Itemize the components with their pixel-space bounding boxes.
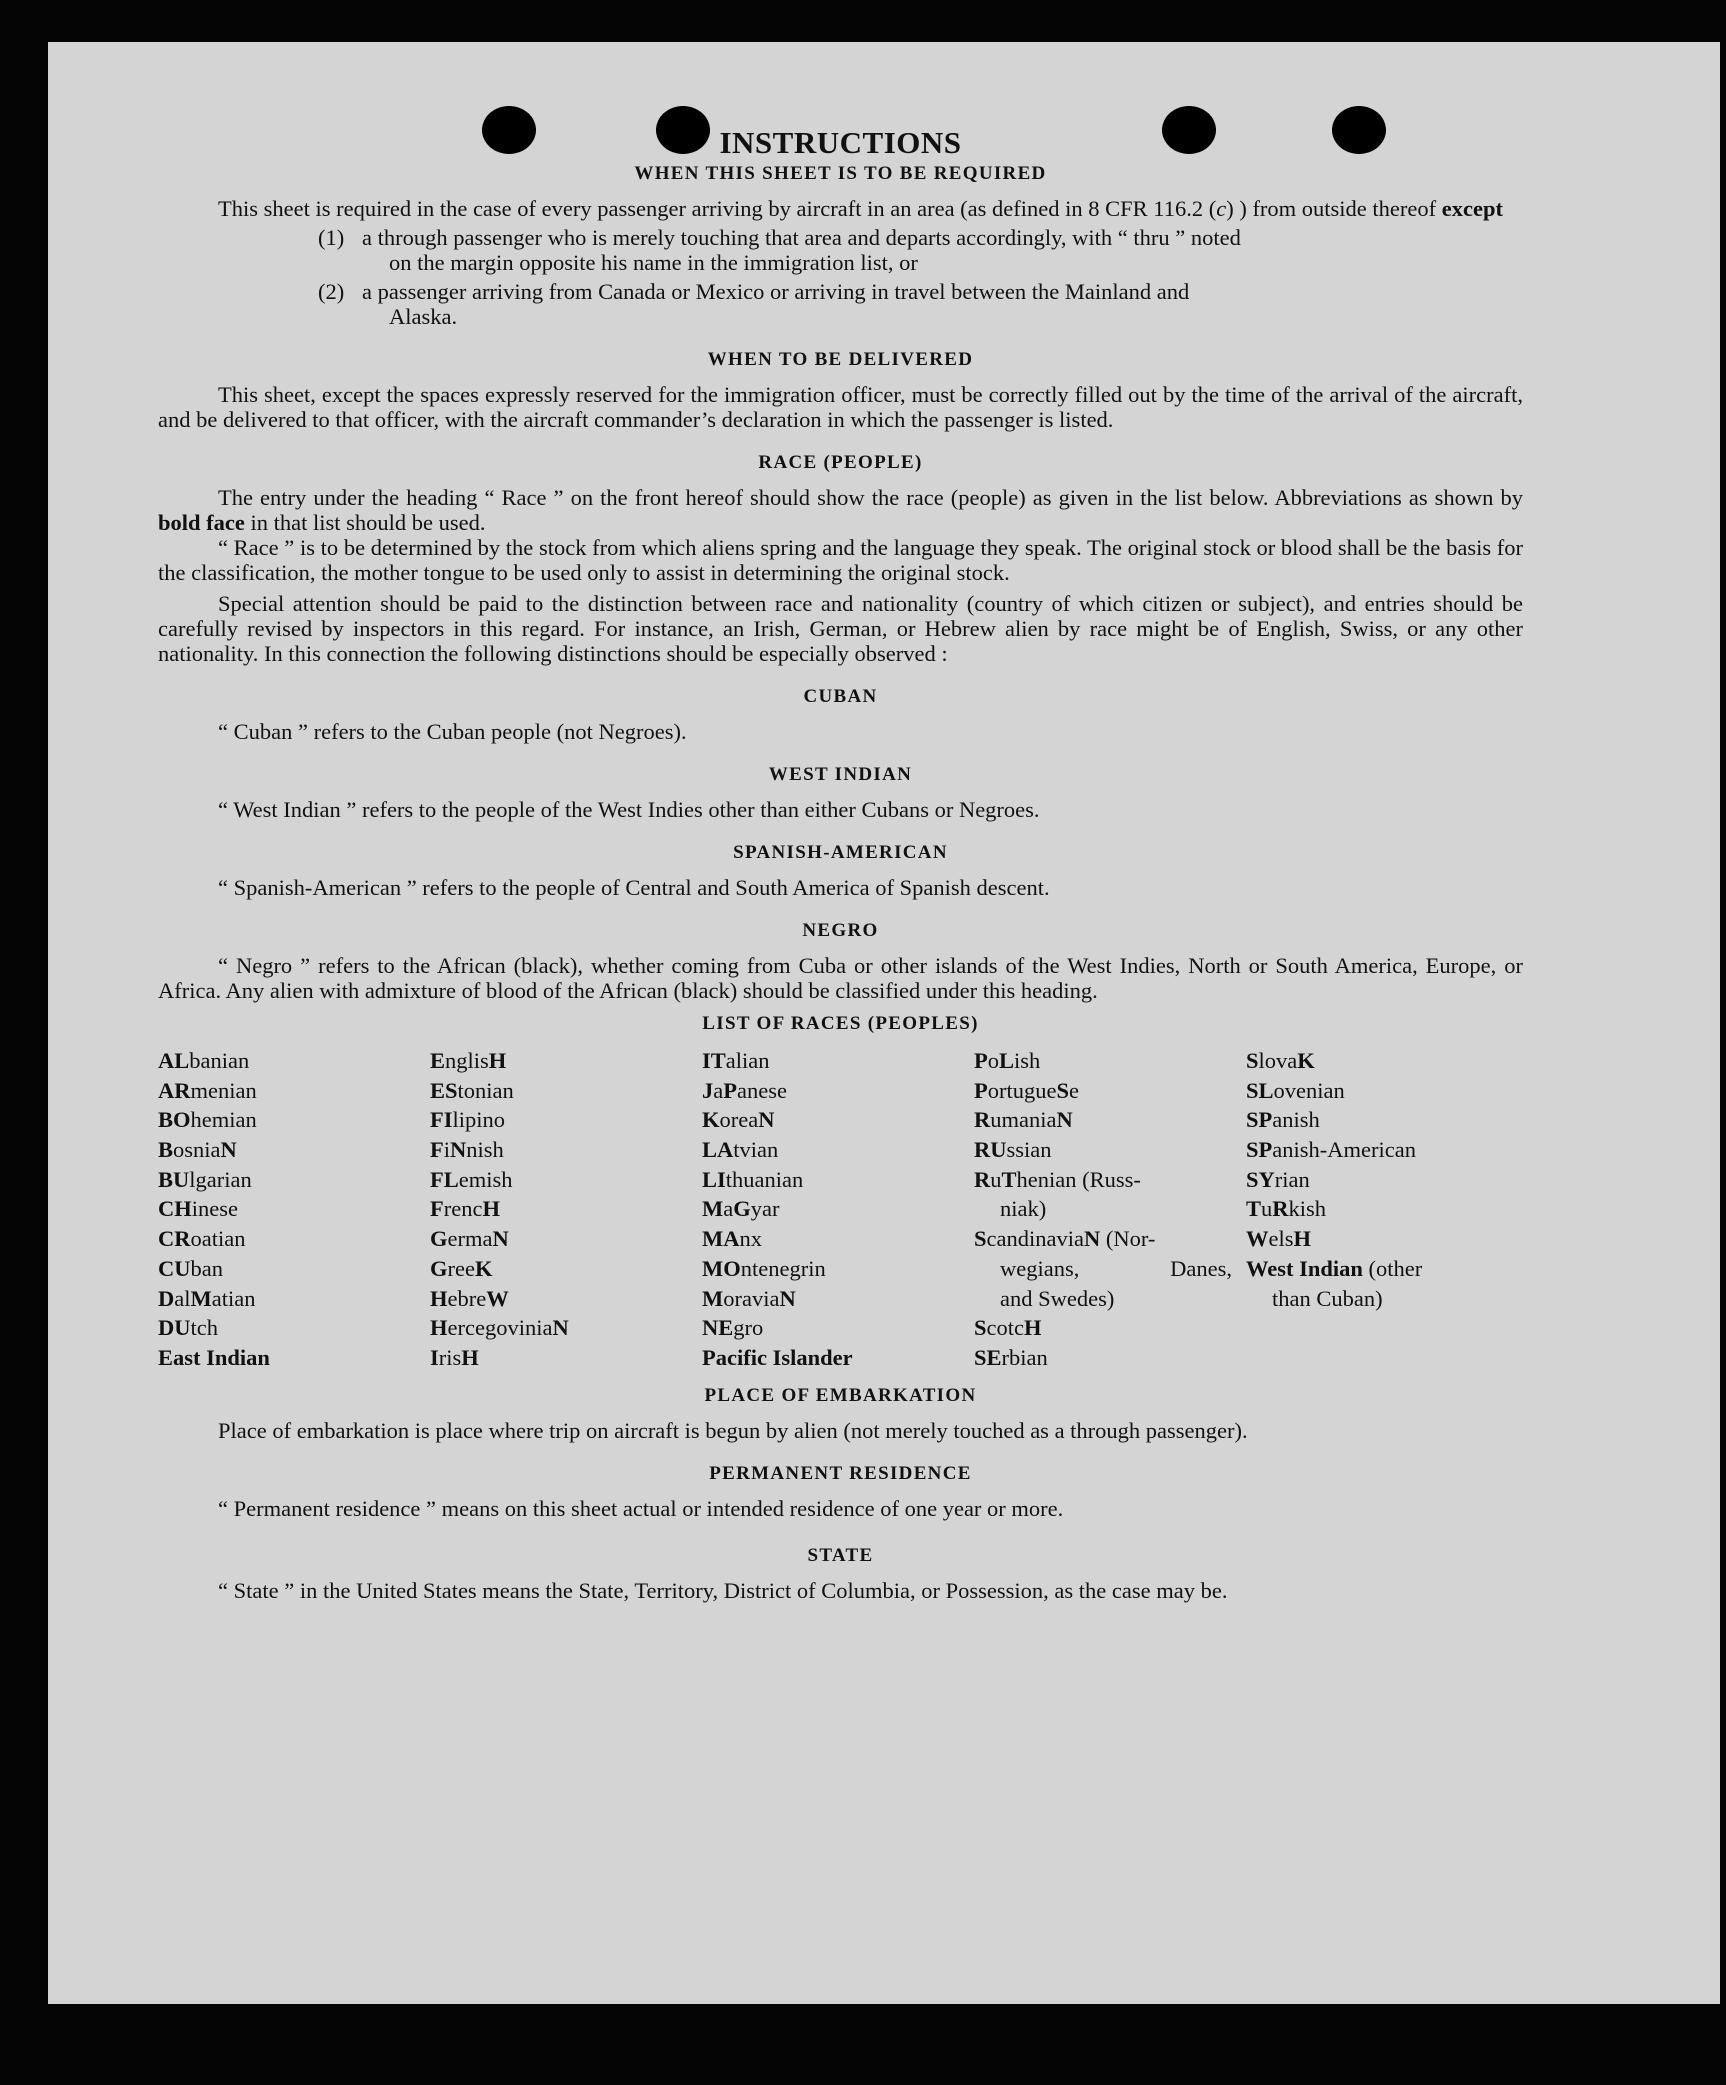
heading-cuban: CUBAN	[803, 686, 878, 707]
race-entry: GreeK	[430, 1255, 493, 1281]
race-entry: LAtvian	[702, 1137, 779, 1163]
race-entry: SlovaK	[1246, 1048, 1315, 1073]
race-entry: DUtch	[158, 1315, 218, 1341]
heading-place-of-embarkation: PLACE OF EMBARKATION	[704, 1384, 977, 1406]
race-column-2	[430, 1046, 702, 1373]
race-entry: MOntenegrin	[702, 1255, 826, 1281]
race-entry: MaGyar	[702, 1196, 780, 1222]
race-entry-continued: wegians, Danes,	[1000, 1255, 1232, 1281]
para-permanent-residence: “ Permanent residence ” means on this sheet actual or intended residence of one year or more.	[218, 1495, 1064, 1521]
para-place-of-embarkation: Place of embarkation is place where trip on aircraft is begun by alien (not merely touched as a through passenger).	[218, 1417, 1248, 1443]
race-entry: HebreW	[430, 1285, 509, 1311]
para-when-required: This sheet is required in the case of every passenger arriving by aircraft in an area (as defined in 8 CFR 116.2 (c) ) from outside thereof except	[218, 196, 1503, 221]
race-entry: ScandinaviaN (Nor-	[974, 1226, 1156, 1252]
para-when-delivered: This sheet, except the spaces expressly reserved for the immigration officer, must be correctly filled out by the time of the arrival of the aircraft, and be delivered to that officer, with the aircraft commander’s declaration in which the passenger is listed.	[158, 382, 1523, 432]
para-race-1: The entry under the heading “ Race ” on the front hereof should show the race (people) as given in the list below. Abbreviations as shown by bold face in that list should be used.	[158, 485, 1523, 535]
para-race-2: “ Race ” is to be determined by the stock from which aliens spring and the language they speak. The original stock or blood shall be the basis for the classification, the mother tongue to be used only to assist in determining the original stock.	[158, 535, 1523, 585]
race-entry: RumaniaN	[974, 1107, 1073, 1133]
para-west-indian: “ West Indian ” refers to the people of the West Indies other than either Cubans or Negroes.	[218, 797, 1040, 822]
race-entry: SPanish	[1246, 1107, 1320, 1133]
exception-item-1: (1) a through passenger who is merely touching that area and departs accordingly, with “ thru ” noted on the margin opposite his name in the immigration list, or	[318, 225, 1241, 275]
race-entry-continued: and Swedes)	[1000, 1285, 1115, 1311]
race-entry: LIthuanian	[702, 1166, 804, 1192]
race-entry: RUssian	[974, 1137, 1052, 1163]
heading-when-required: WHEN THIS SHEET IS TO BE REQUIRED	[634, 163, 1047, 184]
race-entry: ITalian	[702, 1048, 770, 1073]
race-entry: FLemish	[430, 1166, 513, 1192]
race-entry: DalMatian	[158, 1285, 256, 1311]
race-column-4	[974, 1046, 1246, 1373]
race-entry: BosniaN	[158, 1137, 237, 1163]
race-entry: EnglisH	[430, 1048, 507, 1073]
para-spanish-american: “ Spanish-American ” refers to the people of Central and South America of Spanish descent.	[218, 875, 1050, 900]
race-entry: CRoatian	[158, 1226, 246, 1252]
para-state: “ State ” in the United States means the State, Territory, District of Columbia, or Possession, as the case may be.	[218, 1577, 1228, 1603]
heading-when-delivered: WHEN TO BE DELIVERED	[707, 349, 974, 370]
race-entry: MoraviaN	[702, 1285, 796, 1311]
race-entry: ARmenian	[158, 1077, 257, 1103]
race-entry: FrencH	[430, 1196, 500, 1222]
instructions-content	[158, 125, 1523, 1603]
race-entry-continued: than Cuban)	[1272, 1285, 1383, 1311]
race-entry: RuThenian (Russ-	[974, 1166, 1141, 1192]
race-entry: FiNnish	[430, 1137, 504, 1163]
race-entry: GermaN	[430, 1226, 509, 1252]
race-entry-continued: niak)	[1000, 1196, 1047, 1222]
heading-state: STATE	[807, 1544, 874, 1566]
race-entry: West Indian (other	[1246, 1255, 1423, 1281]
heading-spanish-american: SPANISH-AMERICAN	[733, 842, 948, 863]
exception-item-2: (2) a passenger arriving from Canada or Mexico or arriving in travel between the Mainland and Alaska.	[318, 279, 1190, 329]
heading-permanent-residence: PERMANENT RESIDENCE	[709, 1462, 972, 1484]
race-entry: East Indian	[158, 1344, 270, 1370]
race-entry: Pacific Islander	[702, 1344, 853, 1370]
para-race-3: Special attention should be paid to the distinction between race and nationality (country of which citizen or subject), and entries should be carefully revised by inspectors in this regard. For instance, an Irish, German, or Hebrew alien by race might be of English, Swiss, or any other nationality. In this connection the following distinctions should be especially observed :	[158, 591, 1523, 666]
race-entry: BUlgarian	[158, 1166, 252, 1192]
para-cuban: “ Cuban ” refers to the Cuban people (not Negroes).	[218, 719, 687, 744]
race-entry: PortugueSe	[974, 1077, 1079, 1103]
race-entry: NEgro	[702, 1315, 764, 1341]
race-entry: SLovenian	[1246, 1077, 1345, 1103]
race-entry: CHinese	[158, 1196, 238, 1222]
heading-west-indian: WEST INDIAN	[768, 764, 913, 785]
race-column-5	[1246, 1046, 1518, 1373]
race-entry: KoreaN	[702, 1107, 775, 1133]
race-entry: CUban	[158, 1255, 223, 1281]
race-entry: EStonian	[430, 1077, 514, 1103]
race-entry: BOhemian	[158, 1107, 257, 1133]
race-entry: FIlipino	[430, 1107, 506, 1133]
page-title: INSTRUCTIONS	[719, 125, 962, 160]
race-entry: IrisH	[430, 1344, 479, 1370]
race-entry: MAnx	[702, 1226, 762, 1252]
para-negro: “ Negro ” refers to the African (black), whether coming from Cuba or other islands of the West Indies, North or South America, Europe, or Africa. Any alien with admixture of blood of the African (black) should be classified under this heading.	[158, 953, 1523, 1003]
race-column-3	[702, 1046, 974, 1373]
heading-race: RACE (PEOPLE)	[758, 452, 923, 473]
race-entry: SErbian	[974, 1344, 1048, 1370]
race-entry: HercegoviniaN	[430, 1315, 569, 1341]
heading-list-of-races: LIST OF RACES (PEOPLES)	[702, 1013, 979, 1034]
race-entry: JaPanese	[702, 1077, 787, 1103]
race-entry: TuRkish	[1246, 1196, 1327, 1222]
race-entry: WelsH	[1246, 1226, 1312, 1252]
heading-negro: NEGRO	[802, 920, 879, 941]
race-entry: PoLish	[974, 1048, 1041, 1073]
race-entry: SYrian	[1246, 1166, 1310, 1192]
race-entry: SPanish-American	[1246, 1137, 1416, 1163]
race-column-1	[158, 1046, 430, 1373]
race-list	[158, 1046, 1523, 1373]
race-entry: ScotcH	[974, 1315, 1042, 1341]
race-entry: ALbanian	[158, 1048, 250, 1073]
